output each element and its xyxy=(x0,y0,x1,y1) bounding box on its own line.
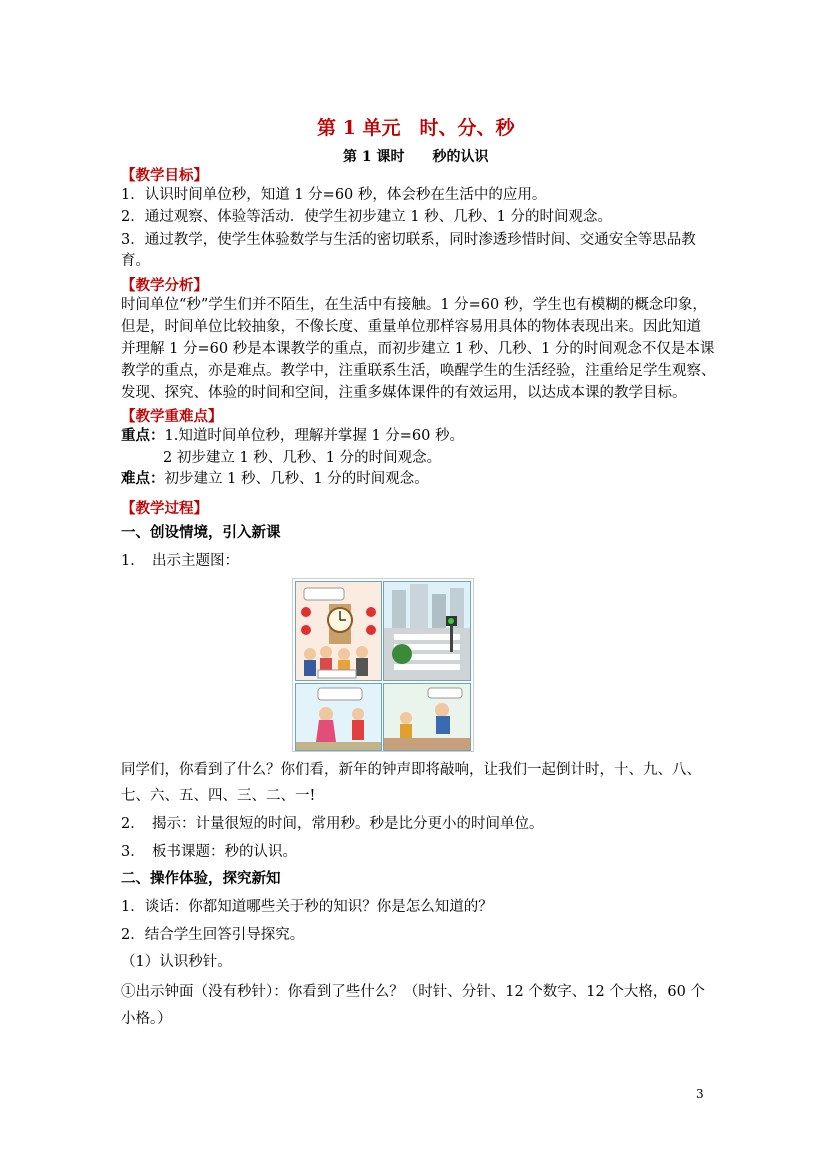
objective-2: 2．通过观察、体验等活动．使学生初步建立 1 秒、几秒、1 分的时间观念。 xyxy=(121,209,613,225)
page-number: 3 xyxy=(696,1087,704,1101)
key-points-heading: 【教学重难点】 xyxy=(121,408,223,425)
theme-illustration xyxy=(292,578,474,752)
part2-sub-1: （1）认识秒针。 xyxy=(121,954,232,970)
part2-circle-1-line-2: 小格。） xyxy=(121,1011,172,1027)
part1-item-1: 1． 出示主题图： xyxy=(121,553,239,569)
analysis-line-2: 但是，时间单位比较抽象，不像长度、重量单位那样容易用具体的物体表现出来。因此知道 xyxy=(121,319,701,335)
difficult-point-row xyxy=(121,470,429,488)
part2-item-2: 2．结合学生回答引导探究。 xyxy=(121,927,305,943)
key-point-2: 2 初步建立 1 秒、几秒、1 分的时间观念。 xyxy=(163,450,442,466)
panel-girl-speaking xyxy=(295,683,382,751)
key-label: 重点： xyxy=(121,427,165,444)
lesson-subtitle: 第 1 课时 秒的认识 xyxy=(343,149,489,165)
analysis-line-3: 并理解 1 分=60 秒是本课教学的重点，而初步建立 1 秒、几秒、1 分的时间观念不仅是本课 xyxy=(121,341,715,357)
key-point-1: 1.知道时间单位秒，理解并掌握 1 分=60 秒。 xyxy=(164,428,464,444)
panel-crosswalk xyxy=(383,581,471,681)
objective-1: 1．认识时间单位秒，知道 1 分=60 秒，体会秒在生活中的应用。 xyxy=(121,187,547,203)
objective-3: 3．通过教学，使学生体验数学与生活的密切联系，同时渗透珍惜时间、交通安全等思品教 xyxy=(121,232,696,248)
analysis-line-5: 发现、探究、体验的时间和空间，注重多媒体课件的有效运用，以达成本课的教学目标。 xyxy=(121,385,687,401)
part2-circle-1-line-1: ①出示钟面（没有秒针）：你看到了些什么？（时针、分针、12 个数字、12 个大格，60 个 xyxy=(121,984,705,1000)
part1-paragraph-1: 同学们，你看到了什么？你们看，新年的钟声即将敲响，让我们一起倒计时，十、九、八、 xyxy=(121,762,701,778)
analysis-line-4: 教学的重点，亦是难点。教学中，注重联系生活，唤醒学生的生活经验，注重给足学生观察、 xyxy=(121,363,716,379)
objectives-heading: 【教学目标】 xyxy=(121,167,208,184)
objective-3-cont: 育。 xyxy=(121,253,150,269)
analysis-line-1: 时间单位“秒”学生们并不陌生，在生活中有接触。1 分=60 秒，学生也有模糊的概念印象， xyxy=(121,297,707,313)
difficult-point: 初步建立 1 秒、几秒、1 分的时间观念。 xyxy=(164,471,429,487)
part2-heading: 二、操作体验，探究新知 xyxy=(121,870,281,887)
part1-paragraph-2: 七、六、五、四、三、二、一! xyxy=(121,788,316,804)
part1-item-2: 2． 揭示：计量很短的时间，常用秒。秒是比分更小的时间单位。 xyxy=(121,816,544,832)
panel-new-year-clock xyxy=(295,581,382,681)
panel-runners xyxy=(383,683,471,751)
part1-heading: 一、创设情境，引入新课 xyxy=(121,524,281,541)
key-point-row xyxy=(121,427,464,445)
page-title: 第 1 单元 时、分、秒 xyxy=(317,117,515,139)
process-heading: 【教学过程】 xyxy=(121,500,208,517)
difficult-label: 难点： xyxy=(121,470,165,487)
analysis-heading: 【教学分析】 xyxy=(121,277,208,294)
part2-item-1: 1．谈话：你都知道哪些关于秒的知识？你是怎么知道的？ xyxy=(121,899,493,915)
part1-item-3: 3． 板书课题：秒的认识。 xyxy=(121,844,297,860)
